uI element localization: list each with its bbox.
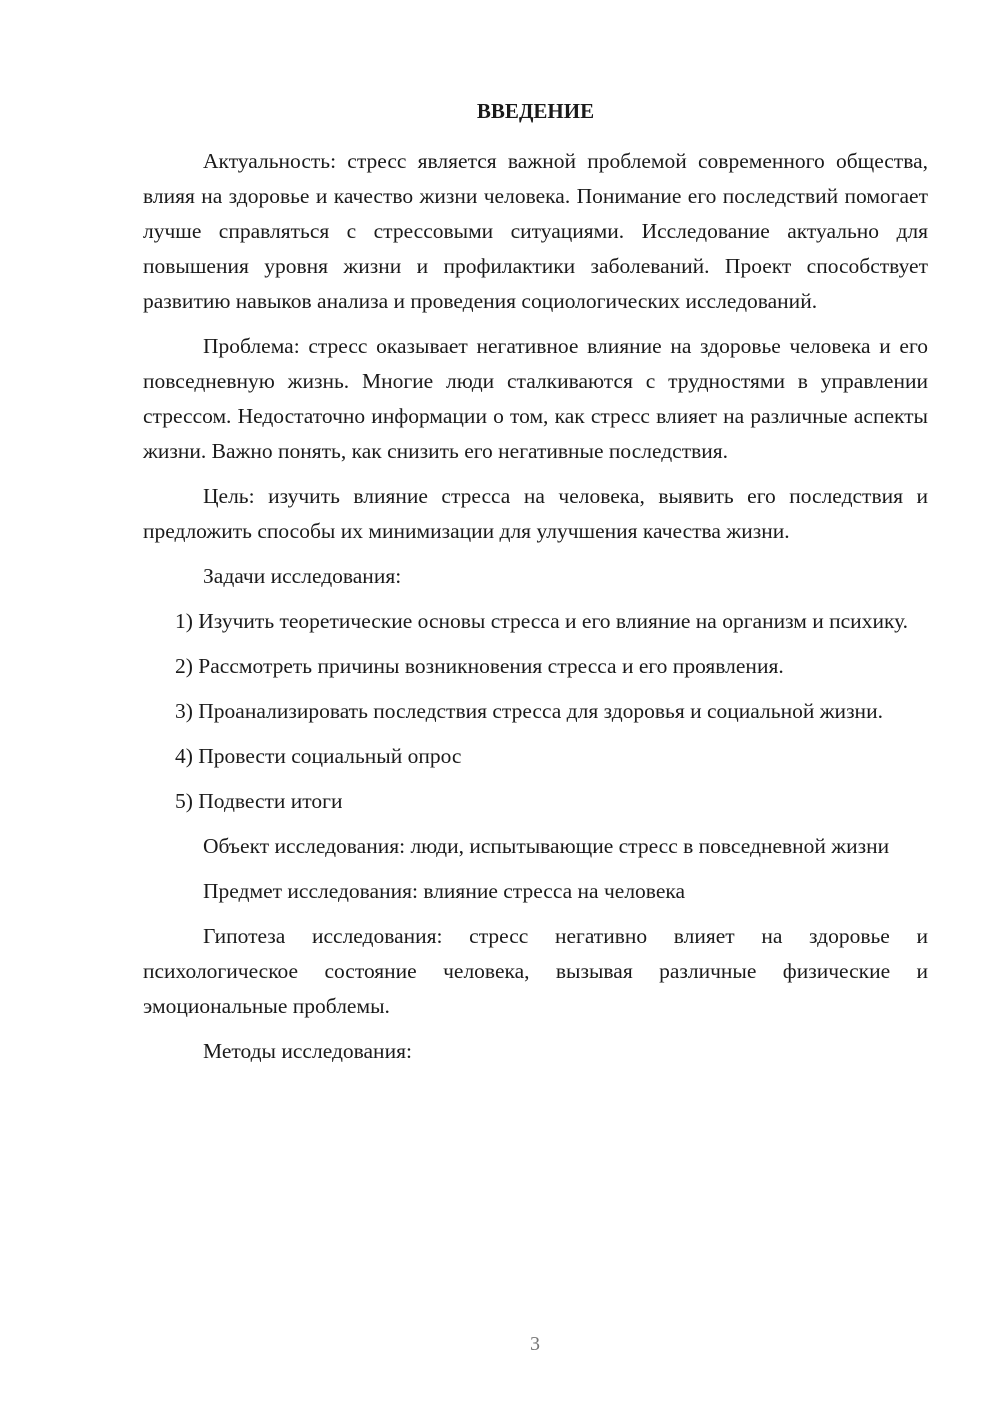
paragraph-object: Объект исследования: люди, испытывающие стресс в повседневной жизни [203,834,890,858]
task-item-3: 3) Проанализировать последствия стресса для здоровья и социальной жизни. [175,699,883,723]
paragraph-relevance: Актуальность: стресс является важной проблемой современного общества, влияя на здоровье и качество жизни человека. Понимание его последствий помогает лучше справляться с стрессовыми ситуациями. Исследование актуально для повышения уровня жизни и профилактики заболеваний. Проект способствует развитию навыков анализа и проведения социологических исследований. [143,149,928,313]
document-page [143,94,928,1069]
methods-heading: Методы исследования: [203,1039,412,1063]
paragraph-subject: Предмет исследования: влияние стресса на человека [203,879,686,903]
page-title: ВВЕДЕНИЕ [476,99,595,123]
paragraph-problem: Проблема: стресс оказывает негативное влияние на здоровье человека и его повседневную жизнь. Многие люди сталкиваются с трудностями в управлении стрессом. Недостаточно информации о том, как стресс влияет на различные аспекты жизни. Важно понять, как снизить его негативные последствия. [143,334,928,463]
task-item-1: 1) Изучить теоретические основы стресса и его влияние на организм и психику. [175,609,909,633]
paragraph-hypothesis: Гипотеза исследования: стресс негативно влияет на здоровье и психологическое состояние человека, вызывая различные физические и эмоциональные проблемы. [143,924,928,1018]
tasks-heading: Задачи исследования: [203,564,402,588]
page-number: 3 [530,1333,540,1355]
paragraph-goal: Цель: изучить влияние стресса на человека, выявить его последствия и предложить способы их минимизации для улучшения качества жизни. [143,484,928,543]
task-item-2: 2) Рассмотреть причины возникновения стресса и его проявления. [175,654,784,678]
task-item-4: 4) Провести социальный опрос [175,744,462,768]
task-item-5: 5) Подвести итоги [175,789,343,813]
